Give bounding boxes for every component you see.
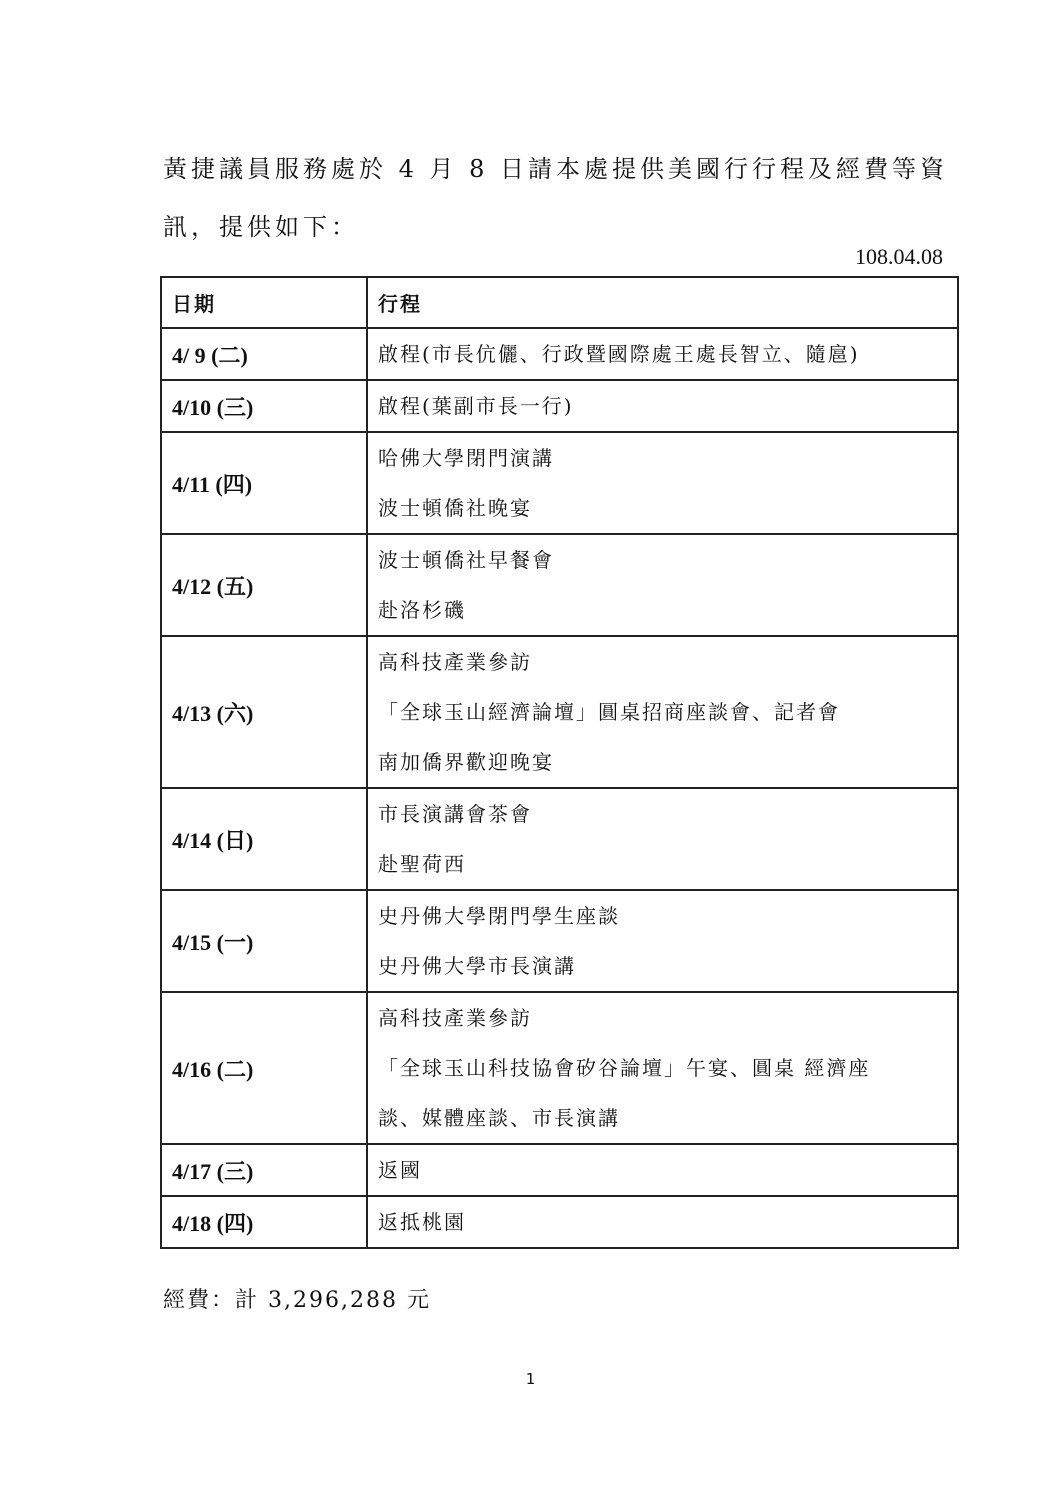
- intro-line-2: 訊，提供如下：: [163, 213, 359, 241]
- row-date: 4/17 (三): [161, 1144, 367, 1196]
- intro-line-1: 黃捷議員服務處於 4 月 8 日請本處提供美國行行程及經費等資: [163, 155, 949, 183]
- row-schedule: [367, 890, 958, 992]
- schedule-item: 談、媒體座談、市長演講: [378, 1106, 620, 1130]
- schedule-item: 史丹佛大學閉門學生座談: [378, 904, 620, 928]
- schedule-item: 市長演講會茶會: [378, 802, 532, 826]
- intro-paragraph: [163, 140, 953, 256]
- row-date: 4/14 (日): [161, 788, 367, 890]
- row-schedule: [367, 1196, 958, 1248]
- schedule-item: 返抵桃園: [378, 1210, 466, 1234]
- row-date: 4/15 (一): [161, 890, 367, 992]
- table-header-row: [161, 277, 958, 328]
- row-schedule: [367, 1144, 958, 1196]
- schedule-item: 波士頓僑社晚宴: [378, 496, 532, 520]
- schedule-item: 高科技產業參訪: [378, 650, 532, 674]
- row-date: 4/12 (五): [161, 534, 367, 636]
- schedule-item: 史丹佛大學市長演講: [378, 954, 576, 978]
- row-schedule: [367, 432, 958, 534]
- schedule-item: 啟程(市長伉儷、行政暨國際處王處長智立、隨扈): [378, 342, 860, 366]
- row-schedule: [367, 992, 958, 1144]
- row-schedule: [367, 380, 958, 432]
- schedule-item: 赴洛杉磯: [378, 598, 466, 622]
- table-row: [161, 432, 958, 534]
- schedule-table: [160, 276, 959, 1249]
- table-row: [161, 1144, 958, 1196]
- schedule-item: 返國: [378, 1158, 422, 1182]
- table-row: [161, 636, 958, 788]
- row-date: 4/ 9 (二): [161, 328, 367, 380]
- row-date: 4/18 (四): [161, 1196, 367, 1248]
- cost-total: 經費：計 3,296,288 元: [163, 1288, 431, 1313]
- table-row: [161, 890, 958, 992]
- row-date: 4/10 (三): [161, 380, 367, 432]
- table-row: [161, 788, 958, 890]
- header-schedule: 行程: [367, 277, 958, 328]
- schedule-item: 哈佛大學閉門演講: [378, 446, 554, 470]
- table-row: [161, 534, 958, 636]
- schedule-item: 赴聖荷西: [378, 852, 466, 876]
- schedule-item: 高科技產業參訪: [378, 1006, 532, 1030]
- header-date: 日期: [161, 277, 367, 328]
- schedule-item: 南加僑界歡迎晚宴: [378, 750, 554, 774]
- row-schedule: [367, 534, 958, 636]
- page-number: 1: [525, 1370, 536, 1388]
- schedule-item: 啟程(葉副市長一行): [378, 394, 574, 418]
- table-row: [161, 380, 958, 432]
- schedule-item: 「全球玉山科技協會矽谷論壇」午宴、圓桌 經濟座: [378, 1056, 871, 1080]
- schedule-item: 波士頓僑社早餐會: [378, 548, 554, 572]
- table-row: [161, 1196, 958, 1248]
- row-date: 4/16 (二): [161, 992, 367, 1144]
- table-row: [161, 992, 958, 1144]
- row-schedule: [367, 328, 958, 380]
- document-date: 108.04.08: [855, 244, 943, 269]
- row-date: 4/13 (六): [161, 636, 367, 788]
- row-schedule: [367, 788, 958, 890]
- table-row: [161, 328, 958, 380]
- row-date: 4/11 (四): [161, 432, 367, 534]
- schedule-item: 「全球玉山經濟論壇」圓桌招商座談會、記者會: [378, 700, 840, 724]
- row-schedule: [367, 636, 958, 788]
